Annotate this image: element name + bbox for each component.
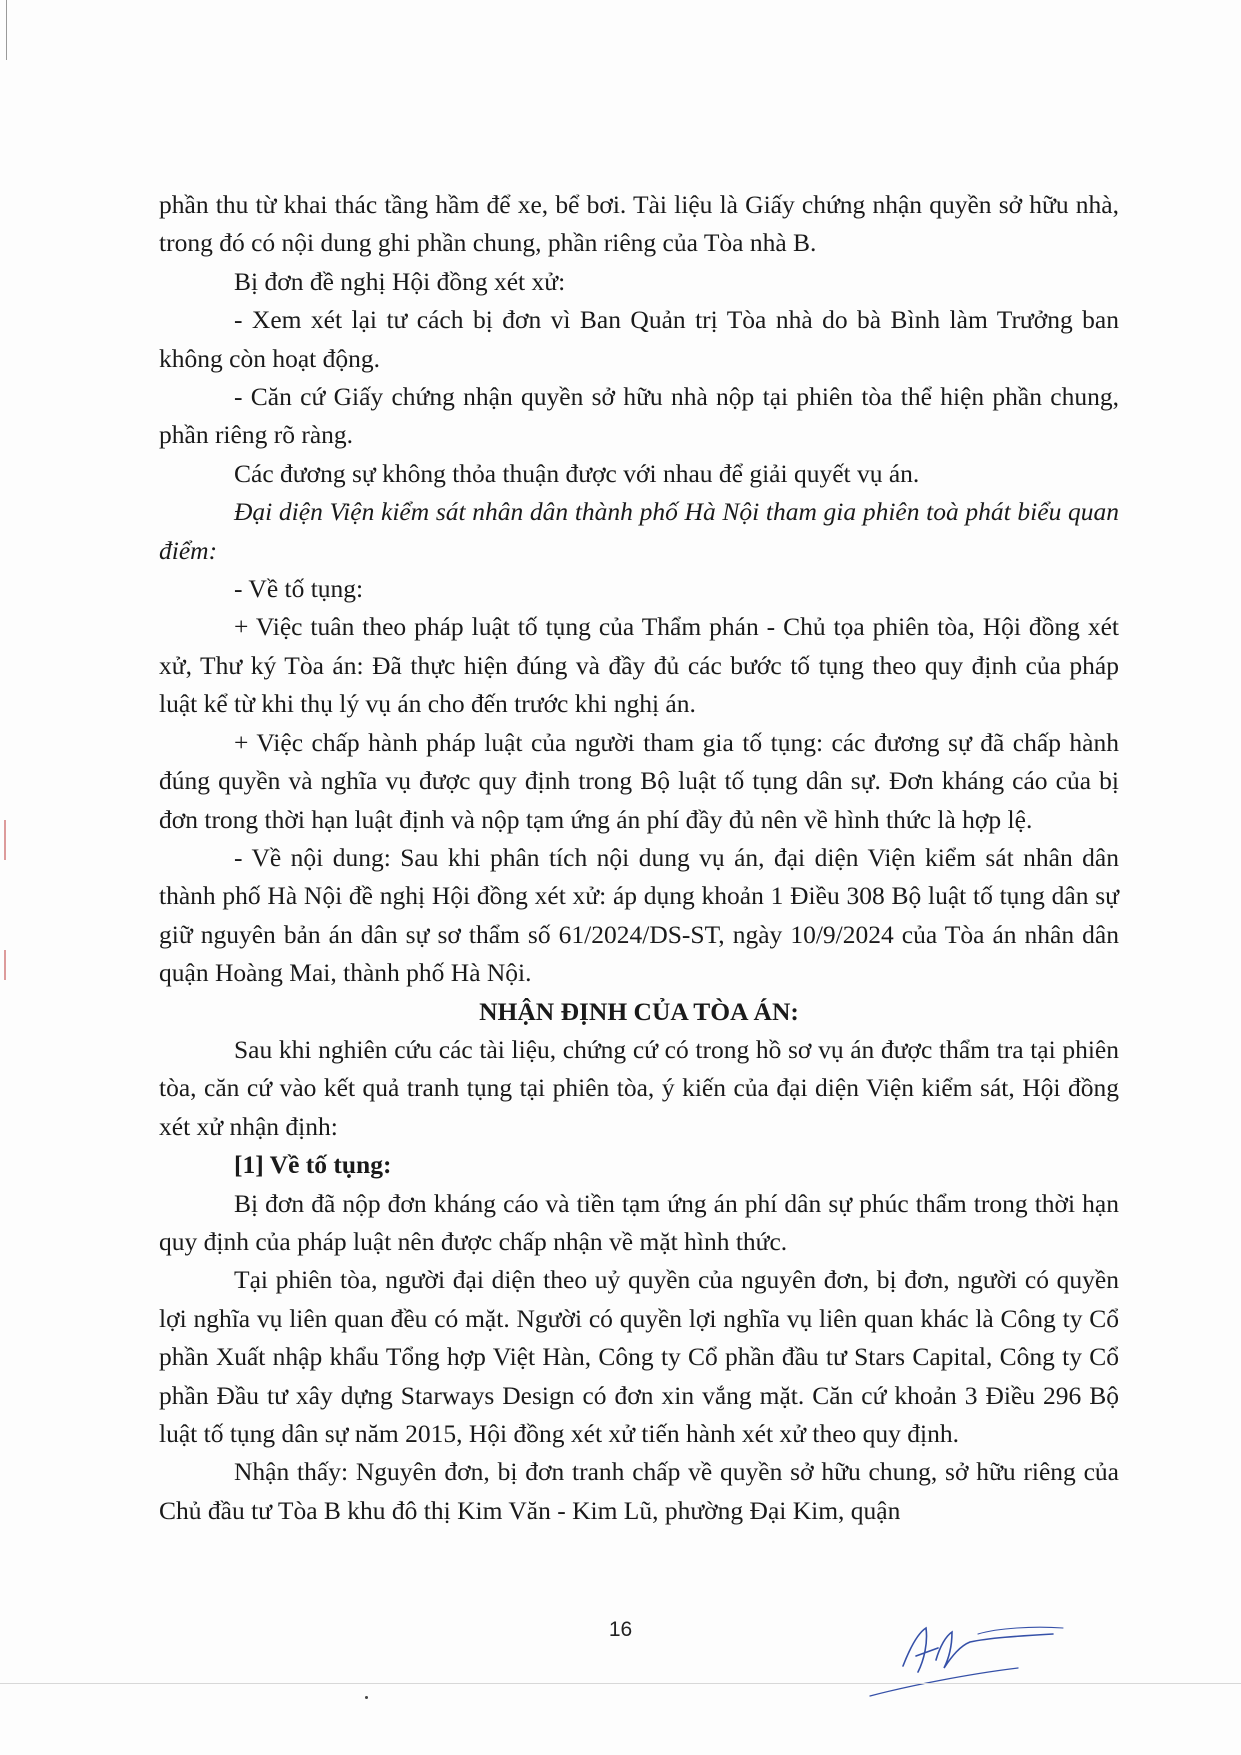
paragraph: Sau khi nghiên cứu các tài liệu, chứng cứ có trong hồ sơ vụ án được thẩm tra tại phiên tòa, căn cứ vào kết quả tranh tụng tại phiên tòa, ý kiến của đại diện Viện kiểm sát, Hội đồng xét xử nhận định: xyxy=(159,1034,1119,1141)
paragraph: - Về nội dung: Sau khi phân tích nội dung vụ án, đại diện Viện kiểm sát nhân dân thành phố Hà Nội đề nghị Hội đồng xét xử: áp dụng khoản 1 Điều 308 Bộ luật tố tụng dân sự giữ nguyên bản án dân sự sơ thẩm số 61/2024/DS-ST, ngày 10/9/2024 của Tòa án nhân dân quận Hoàng Mai, thành phố Hà Nội. xyxy=(159,842,1119,988)
paragraph: - Xem xét lại tư cách bị đơn vì Ban Quản trị Tòa nhà do bà Bình làm Trưởng ban không còn hoạt động. xyxy=(159,305,1119,373)
paragraph: Nhận thấy: Nguyên đơn, bị đơn tranh chấp về quyền sở hữu chung, sở hữu riêng của Chủ đầu tư Tòa B khu đô thị Kim Văn - Kim Lũ, phường Đại Kim, quận xyxy=(159,1457,1119,1525)
paragraph: phần thu từ khai thác tầng hầm để xe, bể bơi. Tài liệu là Giấy chứng nhận quyền sở hữu nhà, trong đó có nội dung ghi phần chung, phần riêng của Tòa nhà B. xyxy=(159,190,1119,258)
document-body xyxy=(159,186,1119,1530)
paragraph: - Về tố tụng: xyxy=(234,574,364,604)
paragraph: Các đương sự không thỏa thuận được với nhau để giải quyết vụ án. xyxy=(234,458,920,488)
footer-dot xyxy=(365,1696,368,1699)
paragraph: Bị đơn đề nghị Hội đồng xét xử: xyxy=(234,266,566,296)
paragraph: - Căn cứ Giấy chứng nhận quyền sở hữu nhà nộp tại phiên tòa thể hiện phần chung, phần riêng rõ ràng. xyxy=(159,382,1119,450)
scan-mark xyxy=(4,950,6,980)
paragraph: Tại phiên tòa, người đại diện theo uỷ quyền của nguyên đơn, bị đơn, người có quyền lợi nghĩa vụ liên quan đều có mặt. Người có quyền lợi nghĩa vụ liên quan khác là Công ty Cổ phần Xuất nhập khẩu Tổng hợp Việt Hàn, Công ty Cổ phần đầu tư Stars Capital, Công ty Cổ phần Đầu tư xây dựng Starways Design có đơn xin vắng mặt. Căn cứ khoản 3 Điều 296 Bộ luật tố tụng dân sự năm 2015, Hội đồng xét xử tiến hành xét xử theo quy định. xyxy=(159,1265,1119,1448)
paragraph-italic: Đại diện Viện kiểm sát nhân dân thành phố Hà Nội tham gia phiên toà phát biểu quan điểm: xyxy=(159,497,1119,565)
page-number: 16 xyxy=(608,1618,633,1641)
section-heading: NHẬN ĐỊNH CỦA TÒA ÁN: xyxy=(479,996,799,1026)
paragraph: Bị đơn đã nộp đơn kháng cáo và tiền tạm ứng án phí dân sự phúc thẩm trong thời hạn quy định của pháp luật nên được chấp nhận về mặt hình thức. xyxy=(159,1188,1119,1256)
scan-mark xyxy=(4,820,6,860)
paragraph: + Việc tuân theo pháp luật tố tụng của Thẩm phán - Chủ tọa phiên tòa, Hội đồng xét xử, Thư ký Tòa án: Đã thực hiện đúng và đầy đủ các bước tố tụng theo quy định của pháp luật kể từ khi thụ lý vụ án cho đến trước khi nghị án. xyxy=(159,612,1119,719)
scan-edge xyxy=(6,0,7,60)
paragraph: + Việc chấp hành pháp luật của người tham gia tố tụng: các đương sự đã chấp hành đúng quyền và nghĩa vụ được quy định trong Bộ luật tố tụng dân sự. Đơn kháng cáo của bị đơn trong thời hạn luật định và nộp tạm ứng án phí đầy đủ nên về hình thức là hợp lệ. xyxy=(159,727,1119,834)
subsection-label: [1] Về tố tụng: xyxy=(234,1150,392,1180)
footer-rule xyxy=(0,1683,1241,1684)
